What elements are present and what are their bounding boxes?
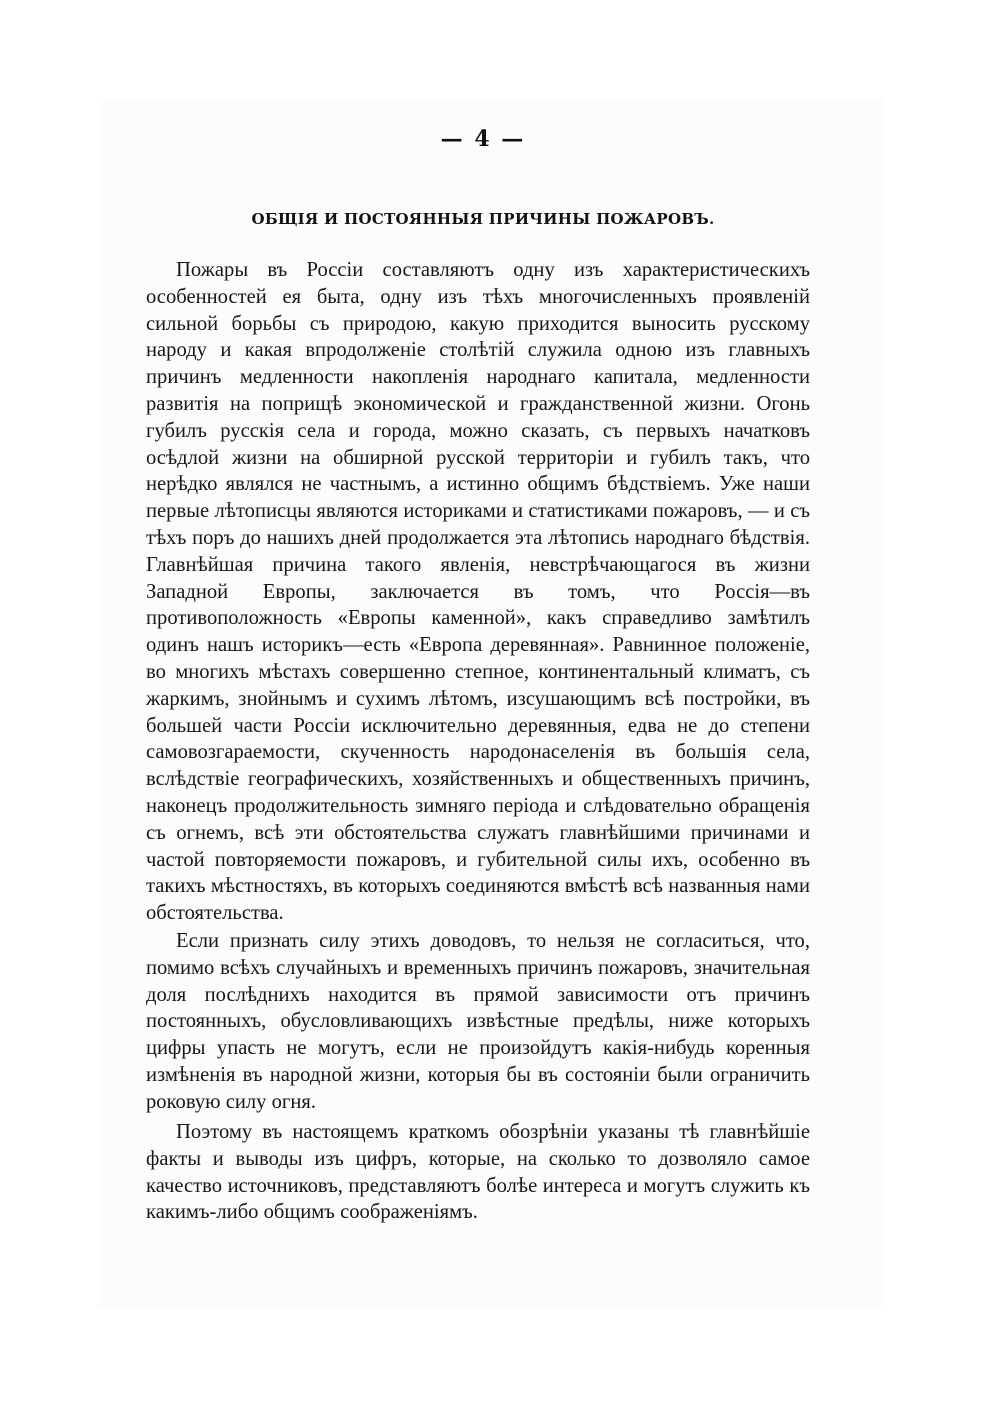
- paragraph: Пожары въ Россіи составляютъ одну изъ характеристическихъ особенностей ея быта, одну изъ тѣхъ многочисленныхъ проявленій сильной борьбы съ природою, какую приходится выносить русскому народу и какая впродолженіе столѣтій служила одною изъ главныхъ причинъ медленности накопленія народнаго капитала, медленности развитія на поприщѣ экономической и гражданственной жизни. Огонь губилъ русскія села и города, можно сказать, съ первыхъ начатковъ осѣдлой жизни на обширной русской территоріи и губилъ такъ, что нерѣдко являлся не частнымъ, а истинно общимъ бѣдствіемъ. Уже наши первые лѣтописцы являются историками и статистиками пожаровъ, — и съ тѣхъ поръ до нашихъ дней продолжается эта лѣтопись народнаго бѣдствія. Главнѣйшая причина такого явленія, невстрѣчающагося въ жизни Западной Европы, заключается въ томъ, что Россія—въ противоположность «Европы каменной», какъ справедливо замѣтилъ одинъ нашъ историкъ—есть «Европа деревянная». Равнинное положеніе, во многихъ мѣстахъ совершенно степное, континентальный климатъ, съ жаркимъ, знойнымъ и сухимъ лѣтомъ, изсушающимъ всѣ постройки, въ большей части Россіи исключительно деревянныя, едва не до степени самовозгараемости, скученность народонаселенія въ большія села, вслѣдствіе географическихъ, хозяйственныхъ и общественныхъ причинъ, наконецъ продолжительность зимняго періода и слѣдовательно обращенія съ огнемъ, всѣ эти обстоятельства служатъ главнѣйшими причинами и частой повторяемости пожаровъ, и губительной силы ихъ, особенно въ такихъ мѣстностяхъ, въ которыхъ соединяются вмѣстѣ всѣ названныя нами обстоятельства.: [146, 259, 810, 925]
- section-heading: ОБЩІЯ И ПОСТОЯННЫЯ ПРИЧИНЫ ПОЖАРОВЪ.: [251, 210, 715, 228]
- page-number: — 4 —: [440, 126, 526, 152]
- paragraph-2-block: [146, 928, 810, 1116]
- paragraph-1-block: [146, 257, 810, 927]
- paragraph-3-block: [146, 1119, 810, 1226]
- paragraph: Если признать силу этихъ доводовъ, то нельзя не согласиться, что, помимо всѣхъ случайныхъ и временныхъ причинъ пожаровъ, значительная доля послѣднихъ находится въ прямой зависимости отъ причинъ постоянныхъ, обусловливающихъ извѣстные предѣлы, ниже которыхъ цифры упасть не могутъ, если не произойдутъ какія-нибудь коренныя измѣненія въ народной жизни, которыя бы въ состояніи были ограничить роковую силу огня.: [146, 930, 810, 1113]
- paragraph: Поэтому въ настоящемъ краткомъ обозрѣніи указаны тѣ главнѣйшіе факты и выводы изъ цифръ, которые, на сколько то дозволяло самое качество источниковъ, представляютъ болѣе интереса и могутъ служить къ какимъ-либо общимъ соображеніямъ.: [146, 1121, 810, 1224]
